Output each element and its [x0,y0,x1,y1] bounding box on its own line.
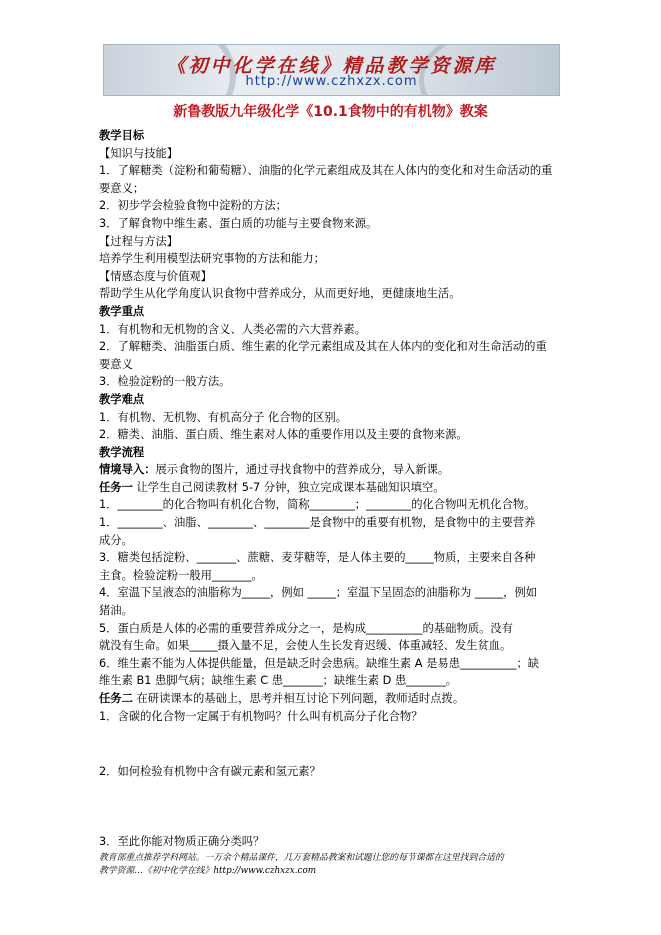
text-line: 1．有机物、无机物、有机高分子 化合物的区别。 [99,410,348,424]
banner-url[interactable]: http://www.czhxzx.com [245,74,418,89]
fill-line: 就没有生命。如果_____摄入量不足，会使人生长发育迟缓、体重减轻、发生贫血。 [99,639,512,653]
page-footer [99,852,569,878]
banner-title: 《初中化学在线》精品教学资源库 [166,55,497,77]
fill-line: 6．维生素不能为人体提供能量，但是缺乏时会患病。缺维生素 A 是易患__________；缺 [99,656,540,670]
section-heading: 教学重点 [99,304,145,318]
section-heading: 教学流程 [99,445,145,459]
text-line: 1．了解糖类（淀粉和葡萄糖）、油脂的化学元素组成及其在人体内的变化和对生命活动的重 [99,164,553,178]
section-heading: 教学难点 [99,392,145,406]
intro-line [99,461,569,479]
section-heading: 教学目标 [99,129,145,142]
question: 2．如何检验有机物中含有碳元素和氢元素？ [99,765,321,779]
text-line: 3．了解食物中维生素、蛋白质的功能与主要食物来源。 [99,216,378,230]
text-line: 2．糖类、油脂、蛋白质、维生素对人体的重要作用以及主要的食物来源。 [99,428,468,442]
fill-line: 1．________的化合物叫有机化合物，简称________；________的化合物叫无机化合物。 [99,498,536,512]
text-line: 培养学生利用模型法研究事物的方法和能力； [99,252,325,266]
task1-line [99,479,569,497]
subsection-label: 【情感态度与价值观】 [99,269,212,283]
intro-label: 情境导入： [99,463,156,477]
task2-label: 任务二 [99,692,133,705]
fill-line: 3．糖类包括淀粉、_______、蔗糖、麦芽糖等，是人体主要的_____物质，主要来自各种 [99,551,536,565]
task2-line [99,690,569,708]
text-line: 帮助学生从化学角度认识食物中营养成分，从而更好地，更健康地生活。 [99,287,461,301]
fill-line: 1．________、油脂、________、________是食物中的重要有机物，是食物中的主要营养 [99,516,536,530]
fill-line: 成分。 [99,533,133,547]
fill-line: 维生素 B1 患脚气病；缺维生素 C 患_______；缺维生素 D 患_______。 [99,674,458,688]
answer-space [99,781,569,833]
subsection-label: 【过程与方法】 [99,234,179,248]
document-title: 新鲁教版九年级化学《10.1食物中的有机物》教案 [173,104,488,120]
task1-label: 任务一 [99,480,133,494]
footer-line: 教育部重点推荐学科网站。一万余个精品课件，几万套精品教案和试题让您的每节课都在这里找到合适的 [99,853,504,863]
answer-space [99,725,569,763]
text-line: 2．初步学会检验食物中淀粉的方法； [99,199,287,213]
document-body [99,127,569,850]
subsection-label: 【知识与技能】 [99,146,179,160]
fill-line: 主食。检验淀粉一般用_______。 [99,568,263,582]
task2-text: 在研读课本的基础上，思考并相互讨论下列问题，教师适时点拨。 [132,692,465,705]
text-line: 2．了解糖类、油脂蛋白质、维生素的化学元素组成及其在人体内的变化和对生命活动的重 [99,340,547,354]
text-line: 要意义； [99,181,145,195]
question: 3．至此你能对物质正确分类吗？ [99,834,265,848]
footer-line: 教学资源…《初中化学在线》http://www.czhxzx.com [99,866,317,876]
fill-line: 4．室温下呈液态的油脂称为_____，例如 _____；室温下呈固态的油脂称为 _____，例如 [99,586,538,600]
fill-line: 5．蛋白质是人体的必需的重要营养成分之一，是构成__________的基础物质。没有 [99,621,513,635]
question: 1．含碳的化合物一定属于有机物吗？什么叫有机高分子化合物？ [99,709,423,723]
text-line: 要意义 [99,357,133,371]
fill-line: 猪油。 [99,604,133,618]
task1-text: 让学生自己阅读教材 5-7 分钟，独立完成课本基础知识填空。 [132,480,445,494]
intro-text: 展示食物的图片，通过寻找食物中的营养成分，导入新课。 [155,463,450,477]
text-line: 3．检验淀粉的一般方法。 [99,375,231,389]
header-banner [103,44,560,96]
text-line: 1．有机物和无机物的含义、人类必需的六大营养素。 [99,322,367,336]
